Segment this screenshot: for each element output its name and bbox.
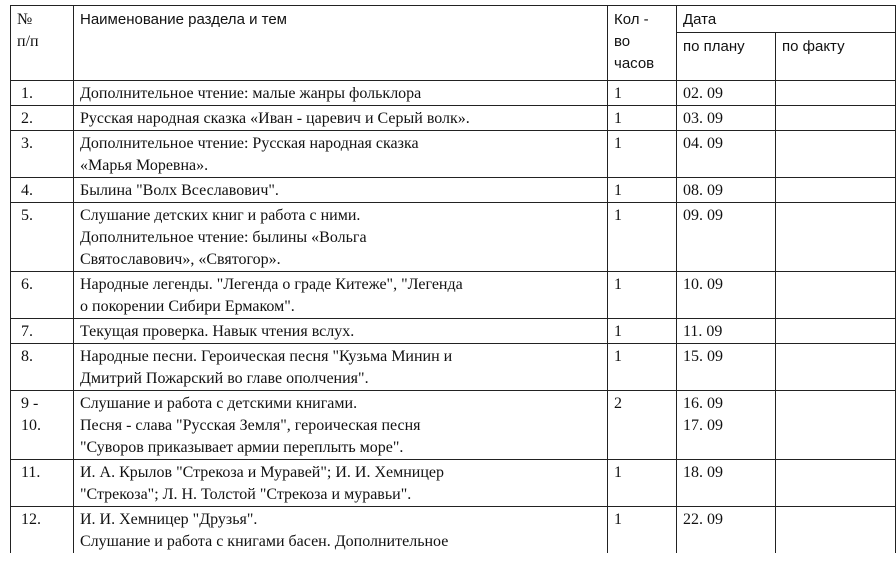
table-row [11,178,896,203]
header-name [74,6,608,81]
row-hours: 1 [608,460,677,507]
table-row [11,81,896,106]
table-row [11,344,896,391]
row-number-line: 11. [21,464,41,481]
row-topic [74,272,608,319]
row-number [11,131,74,178]
row-plan-date-line: 11. 09 [683,323,723,340]
row-number [11,460,74,507]
row-topic-line: Дмитрий Пожарский во главе ополчения". [80,370,369,387]
header-number [11,6,74,81]
row-hours: 1 [608,319,677,344]
row-hours: 1 [608,507,677,554]
header-number-line: № [17,11,33,28]
row-number [11,178,74,203]
row-plan-date [677,507,776,554]
row-topic-line: Слушание детских книг и работа с ними. [80,207,361,224]
row-number [11,391,74,460]
row-plan-date [677,106,776,131]
row-plan-date-line: 22. 09 [683,511,723,528]
row-plan-date [677,460,776,507]
row-number-line: 8. [21,348,33,365]
row-topic [74,460,608,507]
row-number-line: 7. [21,323,33,340]
row-fact-date [776,131,896,178]
row-fact-date [776,319,896,344]
row-number-line: 6. [21,276,33,293]
row-topic [74,106,608,131]
row-number-line: 3. [21,135,33,152]
row-fact-date [776,460,896,507]
header-name-label: Наименование раздела и тем [80,11,287,28]
row-plan-date [677,319,776,344]
row-fact-date [776,344,896,391]
row-number [11,106,74,131]
row-topic [74,178,608,203]
row-topic-line: «Марья Моревна». [80,157,209,174]
row-number [11,507,74,554]
row-plan-date [677,131,776,178]
row-hours: 1 [608,272,677,319]
table-row [11,391,896,460]
row-topic-line: Святославович», «Святогор». [80,251,281,268]
row-hours: 1 [608,203,677,272]
row-plan-date-line: 03. 09 [683,110,723,127]
row-plan-date-line: 16. 09 [683,395,723,412]
row-fact-date [776,178,896,203]
table-row [11,203,896,272]
row-plan-date [677,272,776,319]
row-plan-date [677,344,776,391]
header-hours-line: во [614,33,631,50]
header-hours [608,6,677,81]
row-number [11,319,74,344]
row-topic-line: Дополнительное чтение: былины «Вольга [80,229,367,246]
row-hours: 1 [608,178,677,203]
row-topic-line: "Суворов приказывает армии переплыть море". [80,439,404,456]
row-plan-date-line: 04. 09 [683,135,723,152]
row-number [11,81,74,106]
header-number-line: п/п [17,33,39,50]
row-topic-line: Песня - слава "Русская Земля", героическая песня [80,417,421,434]
table-row [11,460,896,507]
row-topic-line: Текущая проверка. Навык чтения вслух. [80,323,355,340]
row-number [11,203,74,272]
row-fact-date [776,203,896,272]
row-number [11,272,74,319]
row-topic-line: Русская народная сказка «Иван - царевич и Серый волк». [80,110,470,127]
row-number-line: 5. [21,207,33,224]
row-topic [74,319,608,344]
row-fact-date [776,391,896,460]
row-topic-line: И. И. Хемницер "Друзья". [80,511,258,528]
header-date: Дата [677,6,896,33]
row-plan-date-line: 08. 09 [683,182,723,199]
row-fact-date [776,507,896,554]
header-hours-line: Кол - [614,11,649,28]
row-plan-date-line: 09. 09 [683,207,723,224]
row-plan-date-line: 17. 09 [683,417,723,434]
row-topic-line: Слушание и работа с детскими книгами. [80,395,358,412]
row-hours: 1 [608,131,677,178]
row-plan-date-line: 15. 09 [683,348,723,365]
row-topic [74,391,608,460]
row-fact-date [776,272,896,319]
table-row [11,106,896,131]
row-topic-line: И. А. Крылов "Стрекоза и Муравей"; И. И. Хемницер [80,464,445,481]
row-topic-line: Народные легенды. "Легенда о граде Китеже", "Легенда [80,276,463,293]
row-number [11,344,74,391]
row-plan-date [677,391,776,460]
row-hours: 1 [608,81,677,106]
row-plan-date [677,178,776,203]
row-topic-line: Былина "Волх Всеславович". [80,182,279,199]
row-topic-line: Народные песни. Героическая песня "Кузьма Минин и [80,348,453,365]
row-hours: 1 [608,106,677,131]
header-plan: по плану [677,33,776,81]
row-plan-date-line: 02. 09 [683,85,723,102]
row-topic [74,507,608,554]
row-topic-line: о покорении Сибири Ермаком". [80,298,295,315]
header-fact: по факту [776,33,896,81]
lesson-plan-table [10,5,896,553]
table-row [11,319,896,344]
row-plan-date-line: 10. 09 [683,276,723,293]
row-topic [74,81,608,106]
row-topic [74,131,608,178]
row-topic-line: "Стрекоза"; Л. Н. Толстой "Стрекоза и муравьи". [80,486,412,503]
row-hours: 2 [608,391,677,460]
row-hours: 1 [608,344,677,391]
row-topic [74,203,608,272]
row-fact-date [776,81,896,106]
lesson-plan-document [10,5,896,553]
header-hours-line: часов [614,55,655,72]
row-number-line: 10. [21,417,41,434]
row-topic-line: Дополнительное чтение: малые жанры фольклора [80,85,422,102]
table-row [11,131,896,178]
row-plan-date [677,81,776,106]
row-topic [74,344,608,391]
table-body [11,81,896,554]
table-row [11,272,896,319]
row-number-line: 12. [21,511,41,528]
row-plan-date-line: 18. 09 [683,464,723,481]
row-plan-date [677,203,776,272]
row-fact-date [776,106,896,131]
row-number-line: 1. [21,85,33,102]
row-number-line: 2. [21,110,33,127]
row-number-line: 4. [21,182,33,199]
row-topic-line: Дополнительное чтение: Русская народная сказка [80,135,419,152]
row-number-line: 9 - [21,395,39,412]
table-row [11,507,896,554]
row-topic-line: Слушание и работа с книгами басен. Дополнительное [80,533,449,550]
